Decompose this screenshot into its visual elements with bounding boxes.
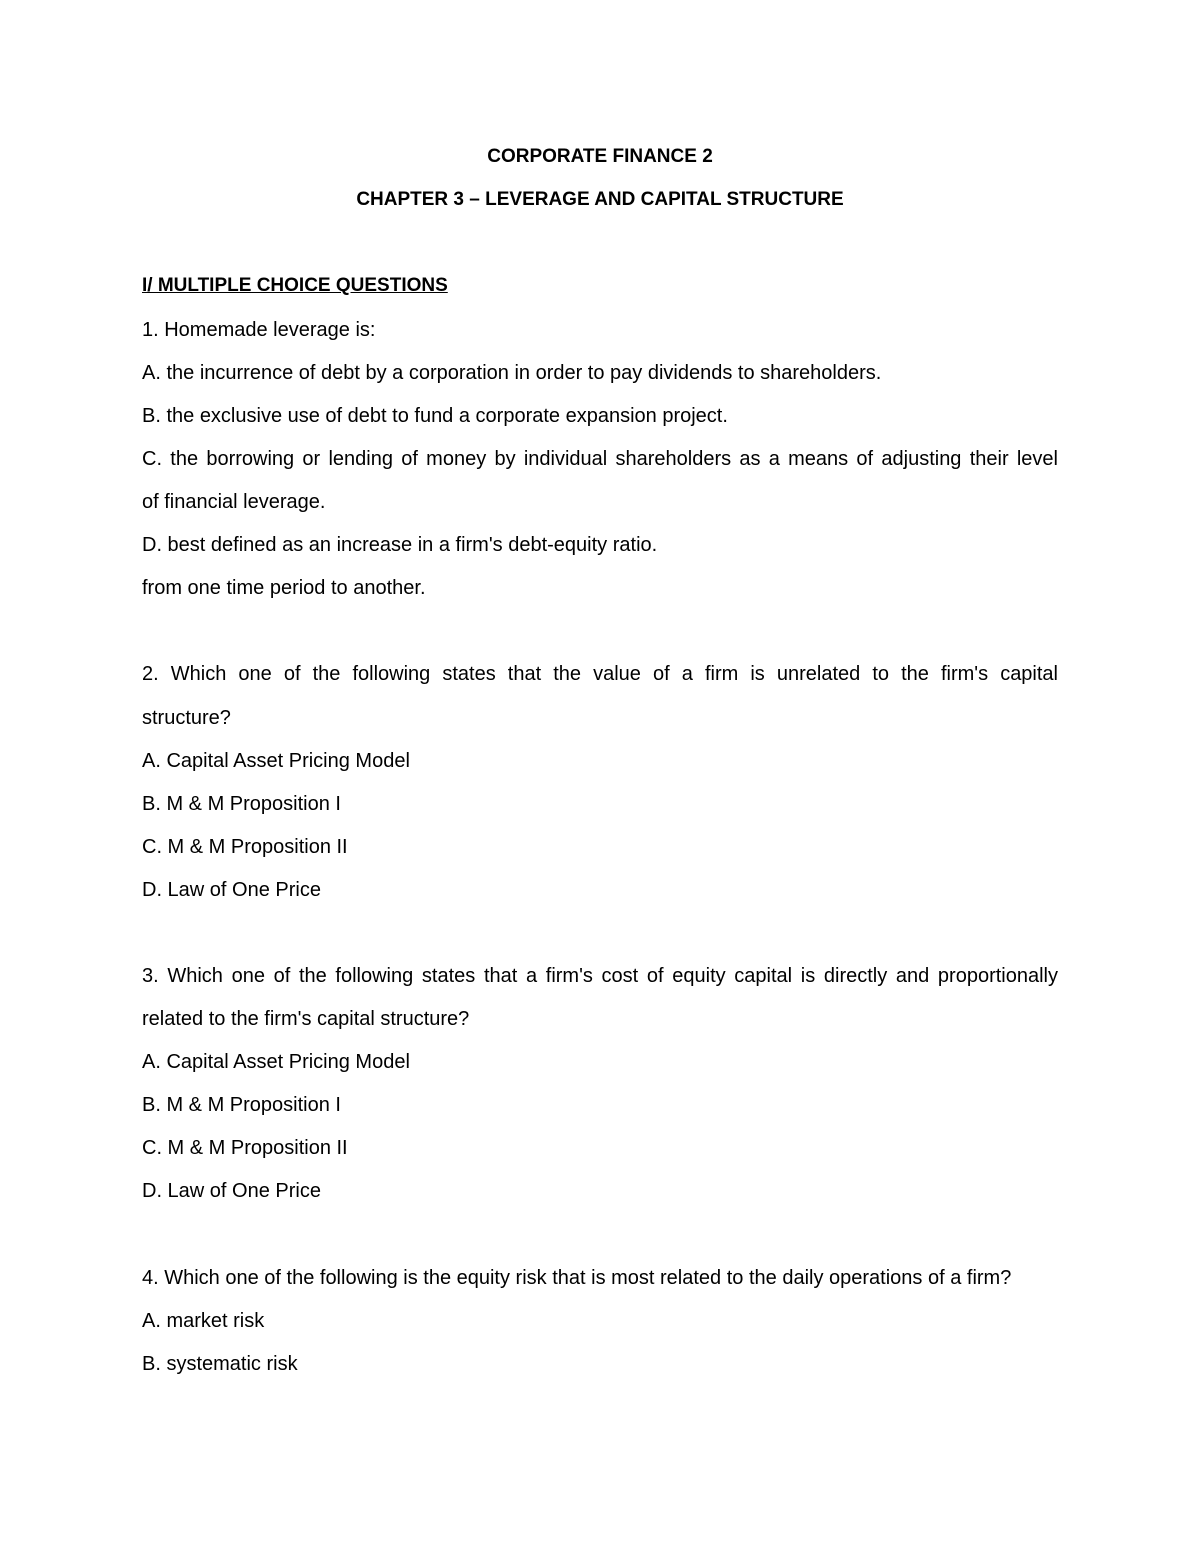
question-1-trailing-text: from one time period to another. (142, 577, 426, 599)
question-2-stem-line-2: structure? (142, 707, 231, 729)
question-1-option-d: D. best defined as an increase in a firm's debt-equity ratio. (142, 534, 658, 556)
question-3-option-a: A. Capital Asset Pricing Model (142, 1051, 410, 1073)
question-1-stem: 1. Homemade leverage is: (142, 319, 376, 341)
question-2-option-a: A. Capital Asset Pricing Model (142, 750, 410, 772)
question-2-option-d: D. Law of One Price (142, 879, 321, 901)
question-1-option-b: B. the exclusive use of debt to fund a corporate expansion project. (142, 405, 728, 427)
question-3-option-c: C. M & M Proposition II (142, 1137, 348, 1159)
question-3-stem-line-1: 3. Which one of the following states that a firm's cost of equity capital is directly and proportionally (142, 965, 1058, 987)
question-4-stem: 4. Which one of the following is the equity risk that is most related to the daily operations of a firm? (142, 1267, 1012, 1289)
section-heading: I/ MULTIPLE CHOICE QUESTIONS (142, 275, 448, 296)
question-4-option-a: A. market risk (142, 1310, 265, 1332)
question-2-option-b: B. M & M Proposition I (142, 793, 341, 815)
question-1-option-a: A. the incurrence of debt by a corporation in order to pay dividends to shareholders. (142, 362, 882, 384)
question-1-option-c-line-1: C. the borrowing or lending of money by individual shareholders as a means of adjusting their level (142, 448, 1058, 470)
question-2-option-c: C. M & M Proposition II (142, 836, 348, 858)
document-title: CORPORATE FINANCE 2 (487, 146, 713, 167)
question-3-option-d: D. Law of One Price (142, 1180, 321, 1202)
chapter-title: CHAPTER 3 – LEVERAGE AND CAPITAL STRUCTURE (356, 189, 844, 210)
question-2-stem-line-1: 2. Which one of the following states that the value of a firm is unrelated to the firm's capital (142, 663, 1058, 685)
question-3-stem-line-2: related to the firm's capital structure? (142, 1008, 470, 1030)
question-4-option-b: B. systematic risk (142, 1353, 298, 1375)
question-1-option-c-line-2: of financial leverage. (142, 491, 326, 513)
question-3-option-b: B. M & M Proposition I (142, 1094, 341, 1116)
